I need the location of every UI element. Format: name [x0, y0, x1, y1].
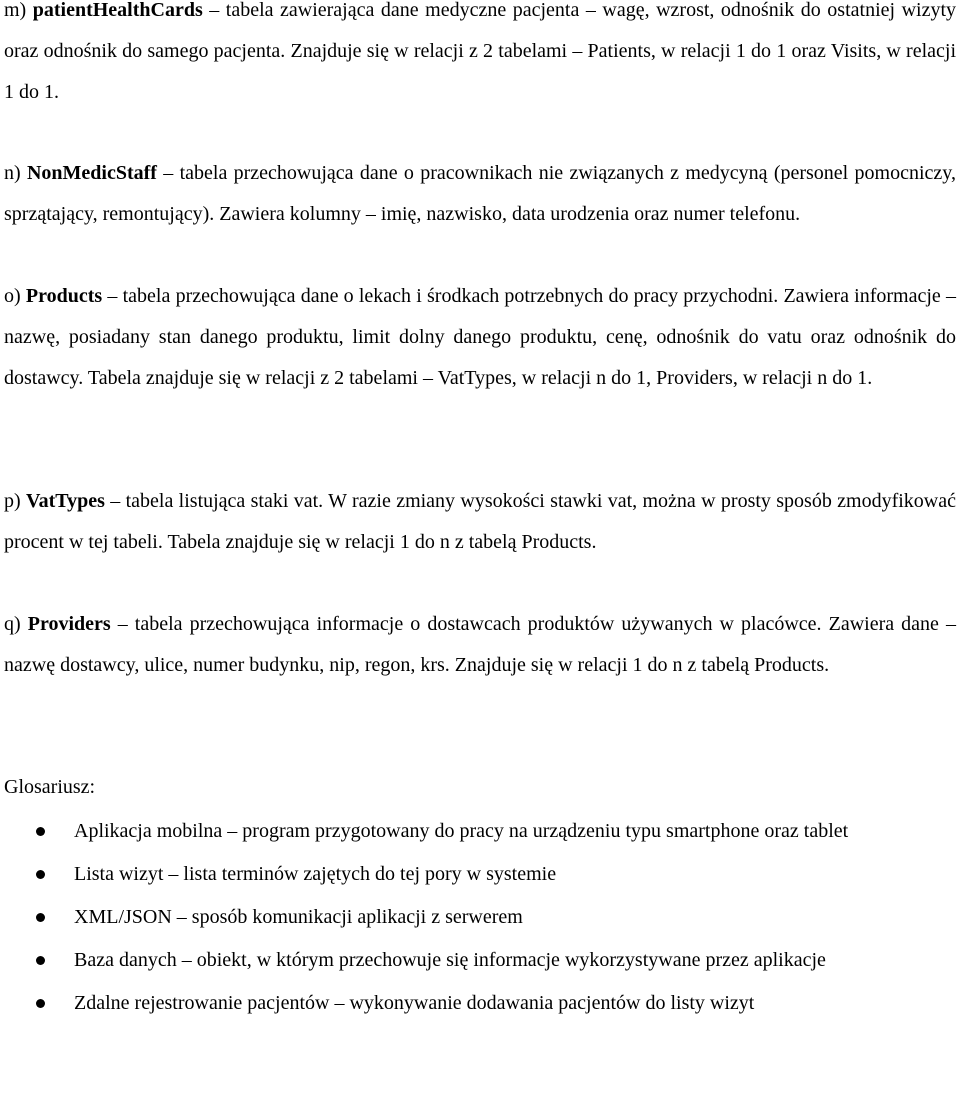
glossary-list: [0, 811, 960, 1026]
section-m: [4, 0, 956, 113]
table-name: Providers: [27, 613, 111, 635]
section-p: [4, 481, 956, 563]
glossary-item-text: XML/JSON – sposób komunikacji aplikacji z serwerem: [74, 906, 523, 928]
glossary-item: [0, 940, 960, 981]
section-n: [4, 153, 956, 235]
section-description: – tabela listująca staki vat. W razie zmiany wysokości stawki vat, można w prosty sposób zmodyfikować procent w tej tabeli. Tabela znajduje się w relacji 1 do n z tabelą Products.: [4, 490, 956, 553]
section-letter: m): [4, 0, 27, 21]
bullet-icon: [36, 913, 45, 922]
glossary-item: [0, 811, 960, 852]
bullet-icon: [36, 999, 45, 1008]
table-name: NonMedicStaff: [26, 162, 157, 184]
glossary-item-text: Lista wizyt – lista terminów zajętych do tej pory w systemie: [74, 863, 557, 885]
bullet-icon: [36, 827, 45, 836]
section-description: – tabela przechowująca informacje o dostawcach produktów używanych w placówce. Zawiera dane – nazwę dostawcy, ulice, numer budynku, nip, regon, krs. Znajduje się w relacji 1 do n z tabelą Products.: [4, 613, 956, 676]
section-q: [4, 604, 956, 686]
section-letter: o): [4, 285, 21, 307]
section-letter: n): [4, 162, 21, 184]
section-o: [4, 276, 956, 399]
table-name: patientHealthCards: [32, 0, 203, 21]
section-letter: p): [4, 490, 21, 512]
glossary-title: Glosariusz:: [4, 776, 96, 798]
section-description: – tabela zawierająca dane medyczne pacjenta – wagę, wzrost, odnośnik do ostatniej wizyty oraz odnośnik do samego pacjenta. Znajduje się w relacji z 2 tabelami – Patients, w relacji 1 do 1 oraz Visits, w relacji 1 do 1.: [4, 0, 957, 103]
bullet-icon: [36, 956, 45, 965]
section-description: – tabela przechowująca dane o lekach i środkach potrzebnych do pracy przychodni. Zawiera informacje – nazwę, posiadany stan danego produktu, limit dolny danego produktu, cenę, odnośnik do vatu oraz odnośnik do dostawcy. Tabela znajduje się w relacji z 2 tabelami – VatTypes, w relacji n do 1, Providers, w relacji n do 1.: [4, 285, 957, 389]
section-description: – tabela przechowująca dane o pracownikach nie związanych z medycyną (personel pomocniczy, sprzątający, remontujący). Zawiera kolumny – imię, nazwisko, data urodzenia oraz numer telefonu.: [4, 162, 956, 225]
glossary-item: [0, 983, 960, 1024]
table-name: Products: [25, 285, 103, 307]
bullet-icon: [36, 870, 45, 879]
glossary-item-text: Baza danych – obiekt, w którym przechowuje się informacje wykorzystywane przez aplikacje: [74, 949, 826, 971]
glossary-item: [0, 897, 960, 938]
section-letter: q): [4, 613, 21, 635]
table-name: VatTypes: [26, 490, 105, 512]
glossary-item-text: Zdalne rejestrowanie pacjentów – wykonywanie dodawania pacjentów do listy wizyt: [74, 992, 755, 1014]
glossary-item-text: Aplikacja mobilna – program przygotowany do pracy na urządzeniu typu smartphone oraz tablet: [74, 820, 849, 842]
glossary-item: [0, 854, 960, 895]
